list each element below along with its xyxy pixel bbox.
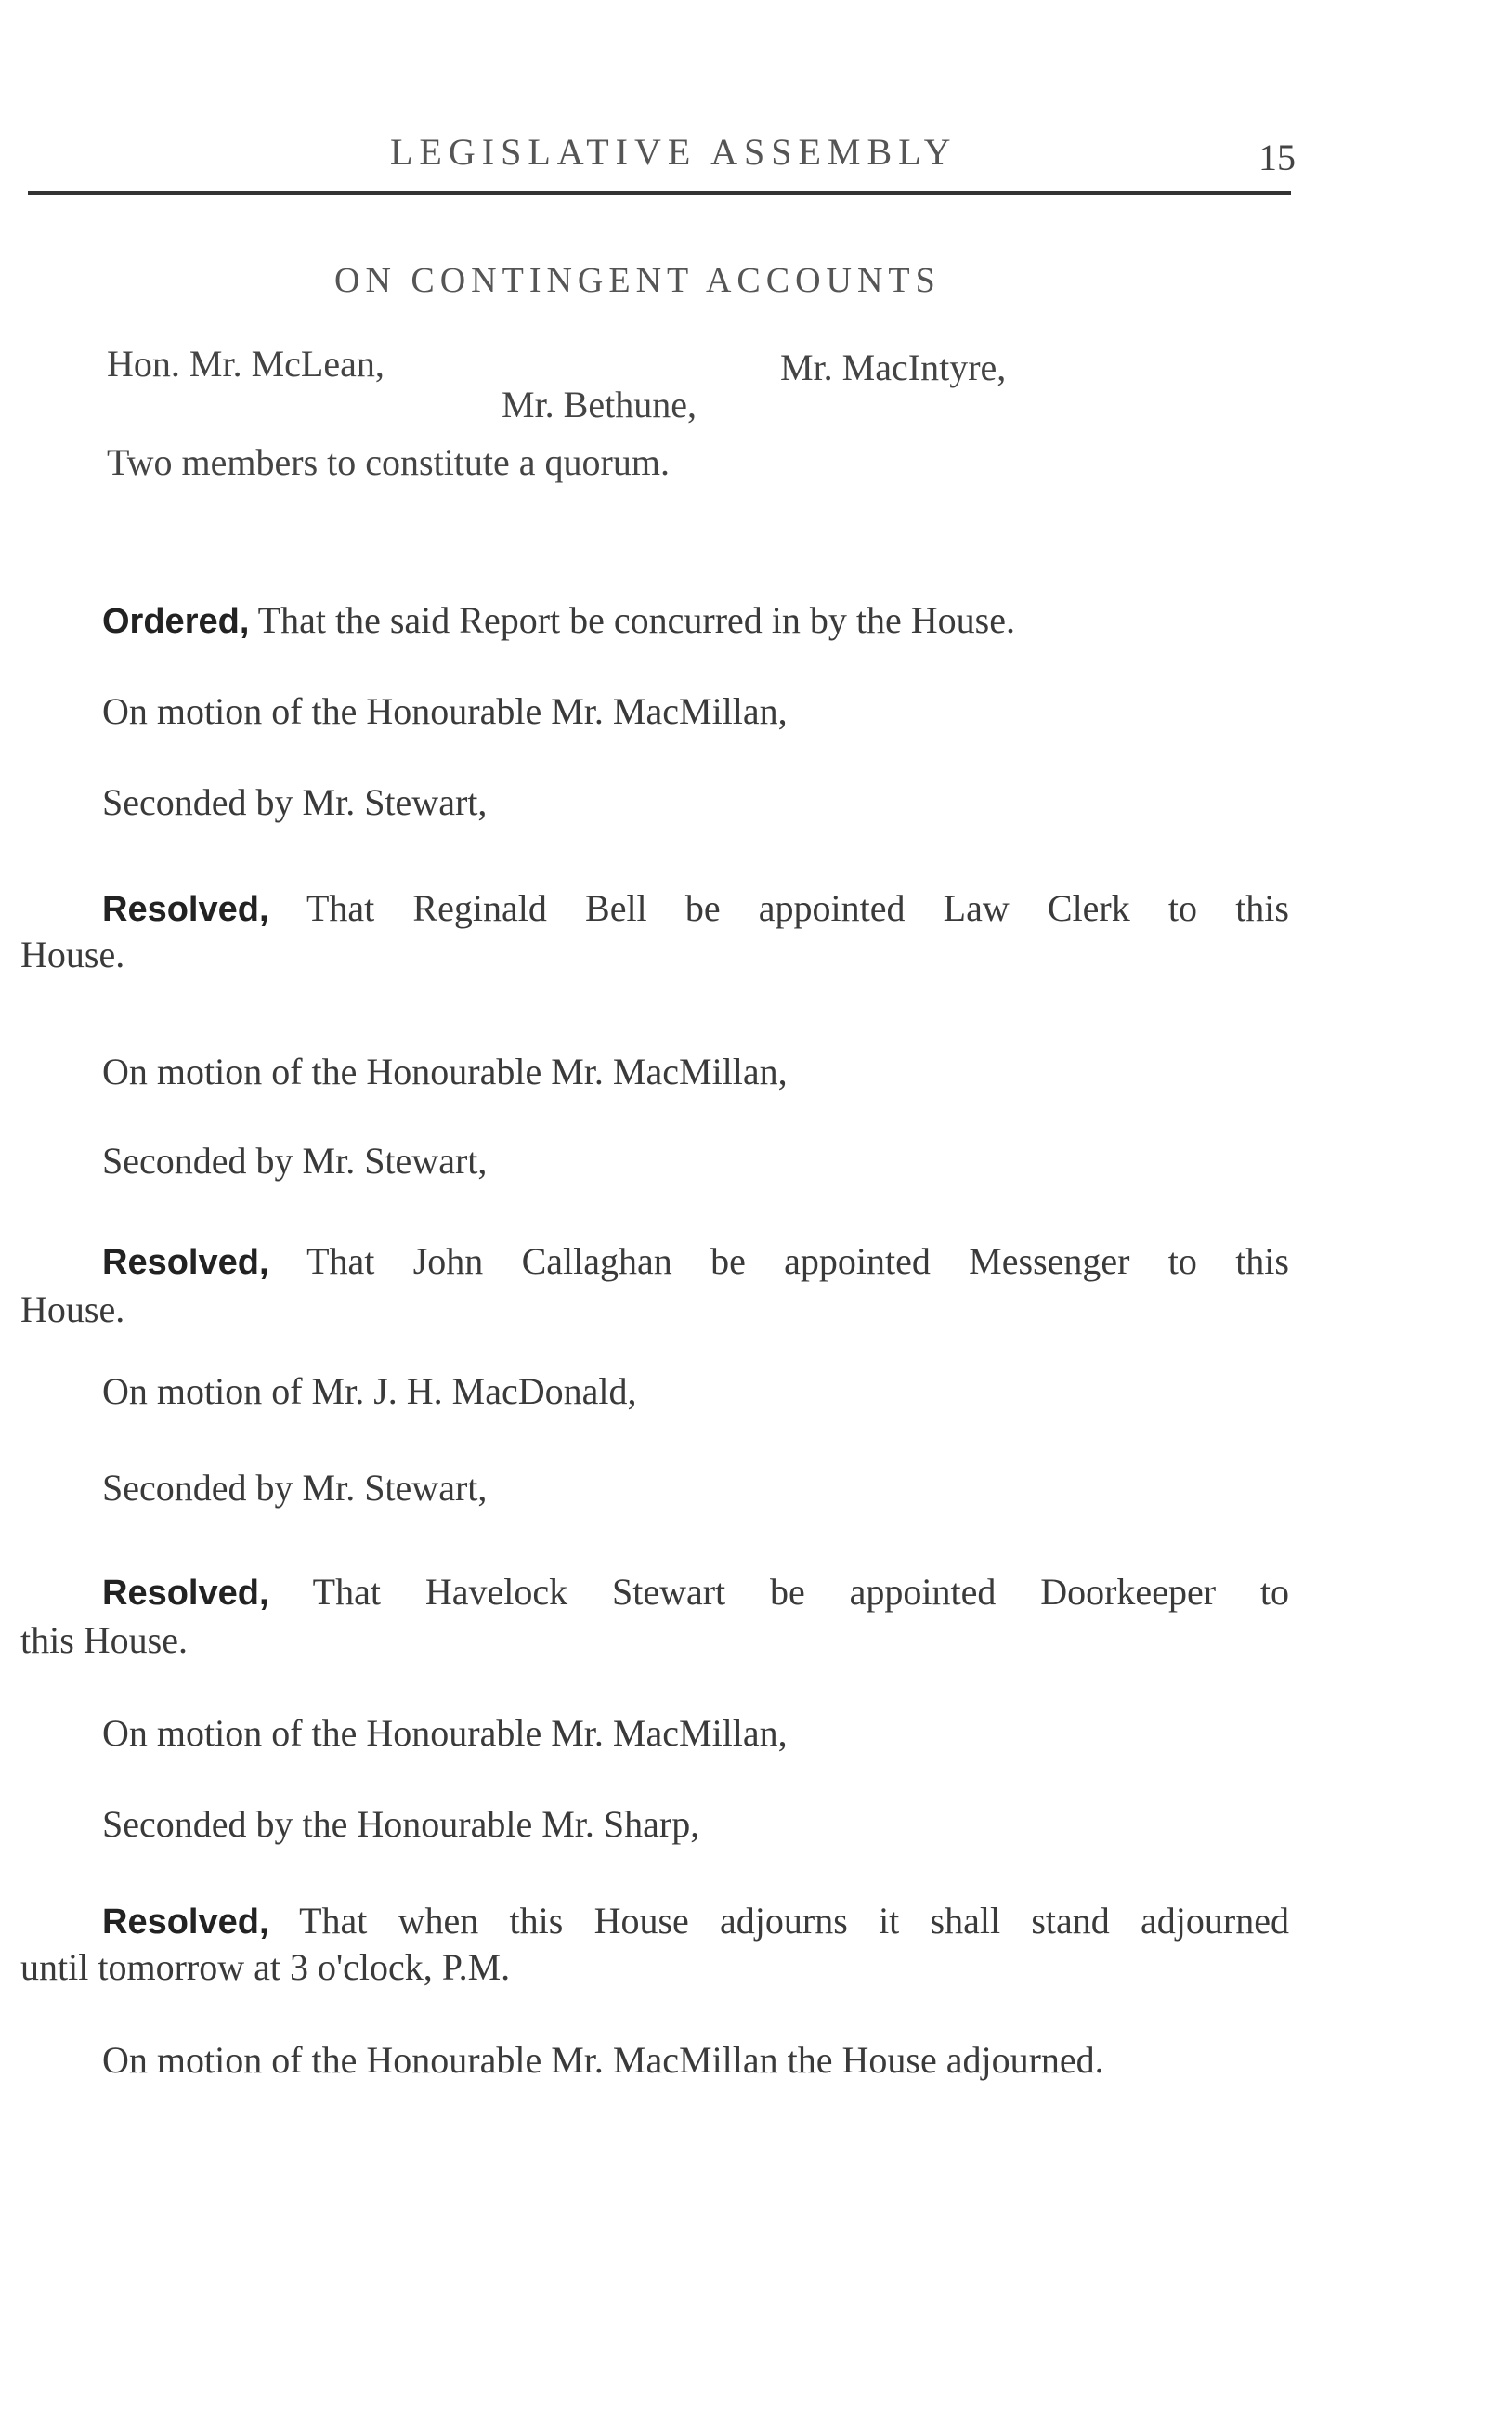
seconded-line: Seconded by Mr. Stewart,	[102, 1140, 488, 1182]
committee-member: Hon. Mr. McLean,	[107, 343, 385, 385]
motion-line: On motion of Mr. J. H. MacDonald,	[102, 1370, 637, 1412]
resolution-line	[102, 1566, 1289, 1619]
running-title: LEGISLATIVE ASSEMBLY	[390, 131, 958, 173]
page-number: 15	[1258, 137, 1296, 178]
resolution-lead: Resolved,	[102, 1243, 269, 1282]
resolution-text: That Havelock Stewart be appointed Doorkeeper to	[268, 1571, 1289, 1613]
motion-line: On motion of the Honourable Mr. MacMillan,	[102, 690, 788, 732]
motion-line: On motion of the Honourable Mr. MacMillan,	[102, 1051, 788, 1092]
seconded-line: Seconded by the Honourable Mr. Sharp,	[102, 1803, 700, 1845]
resolution-line	[102, 883, 1289, 935]
motion-line: On motion of the Honourable Mr. MacMillan,	[102, 1712, 788, 1754]
committee-member: Mr. MacIntyre,	[780, 347, 1007, 388]
adjournment-line: On motion of the Honourable Mr. MacMillan the House adjourned.	[102, 2039, 1104, 2081]
resolution-text: That John Callaghan be appointed Messenger to this	[268, 1240, 1289, 1282]
committee-heading: ON CONTINGENT ACCOUNTS	[334, 261, 941, 300]
resolution-line	[102, 1236, 1289, 1288]
resolution-continuation: House.	[20, 934, 125, 975]
resolution-continuation: House.	[20, 1288, 125, 1330]
header-rule	[28, 191, 1291, 195]
committee-member: Mr. Bethune,	[502, 384, 697, 425]
resolution-lead: Resolved,	[102, 890, 269, 929]
order-paragraph	[102, 595, 1289, 647]
order-lead: Ordered,	[102, 602, 250, 641]
order-text: That the said Report be concurred in by the House.	[249, 599, 1015, 641]
resolution-lead: Resolved,	[102, 1903, 269, 1942]
resolution-lead: Resolved,	[102, 1574, 269, 1613]
seconded-line: Seconded by Mr. Stewart,	[102, 781, 488, 823]
quorum-note: Two members to constitute a quorum.	[107, 441, 670, 483]
seconded-line: Seconded by Mr. Stewart,	[102, 1467, 488, 1509]
resolution-continuation: until tomorrow at 3 o'clock, P.M.	[20, 1946, 511, 1988]
resolution-line	[102, 1895, 1289, 1948]
resolution-text: That Reginald Bell be appointed Law Clerk to this	[268, 887, 1289, 929]
resolution-text: That when this House adjourns it shall stand adjourned	[268, 1900, 1289, 1942]
resolution-continuation: this House.	[20, 1619, 188, 1661]
